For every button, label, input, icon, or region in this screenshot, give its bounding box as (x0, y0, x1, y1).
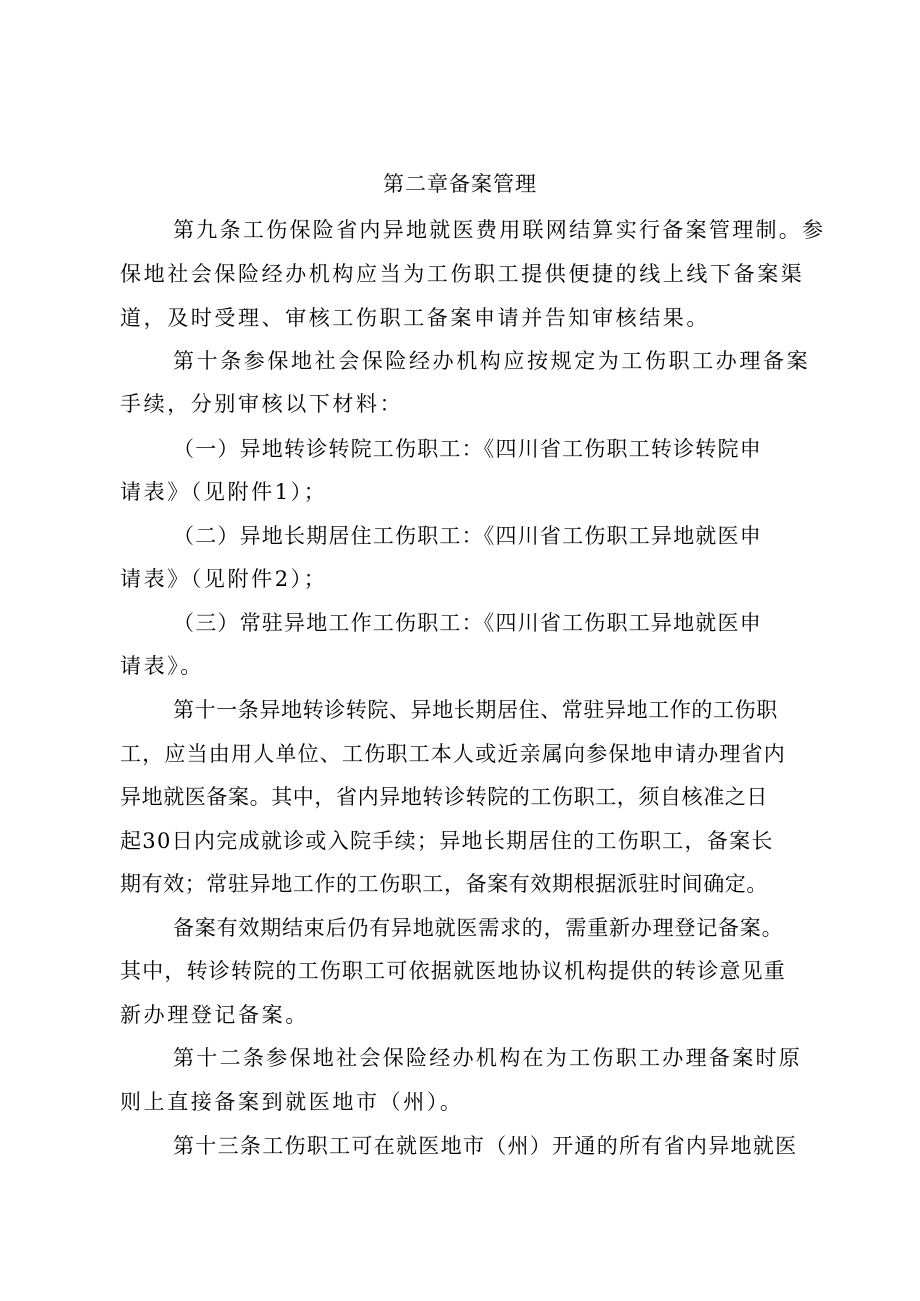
text-line: 工，应当由用人单位、工伤职工本人或近亲属向参保地申请办理省内 (120, 742, 786, 766)
text-line: 备案有效期结束后仍有异地就医需求的，需重新办理登记备案。 (173, 916, 784, 940)
text-line: 道，及时受理、审核工伤职工备案申请并告知审核结果。 (120, 306, 710, 330)
text-line: （一）异地转诊转院工伤职工：《四川省工伤职工转诊转院申 (173, 437, 762, 461)
text-line: 保地社会保险经办机构应当为工伤职工提供便捷的线上线下备案渠 (120, 262, 805, 286)
text-line: 第十二条参保地社会保险经办机构在为工伤职工办理备案时原 (173, 1046, 803, 1070)
text-line: （三）常驻异地工作工伤职工：《四川省工伤职工异地就医申 (173, 611, 762, 635)
text-line: 请表》（见附件1）； (120, 480, 328, 504)
text-line: 手续，分别审核以下材料： (120, 392, 404, 416)
text-line: 请表》（见附件2）； (120, 567, 328, 591)
text-line: 第十三条工伤职工可在就医地市（州）开通的所有省内异地就医 (173, 1134, 798, 1158)
text-line: 异地就医备案。其中，省内异地转诊转院的工伤职工，须自核准之日 (120, 785, 768, 809)
text-line: 其中，转诊转院的工伤职工可依据就医地协议机构提供的转诊意见重 (120, 959, 786, 983)
text-line: 则上直接备案到就医地市（州）。 (120, 1090, 464, 1114)
chapter-title: 第二章备案管理 (383, 172, 537, 196)
text-line: 期有效；常驻异地工作的工伤职工，备案有效期根据派驻时间确定。 (120, 872, 768, 896)
text-line: 请表》。 (120, 654, 204, 678)
text-line: （二）异地长期居住工伤职工：《四川省工伤职工异地就医申 (173, 524, 762, 548)
text-line: 第十一条异地转诊转院、异地长期居住、常驻异地工作的工伤职 (173, 698, 778, 722)
text-line: 第九条工伤保险省内异地就医费用联网结算实行备案管理制。参 (173, 218, 826, 242)
text-line: 起30日内完成就诊或入院手续；异地长期居住的工伤职工，备案长 (120, 829, 774, 853)
text-line: 第十条参保地社会保险经办机构应按规定为工伤职工办理备案 (173, 349, 811, 373)
text-line: 新办理登记备案。 (120, 1003, 309, 1027)
